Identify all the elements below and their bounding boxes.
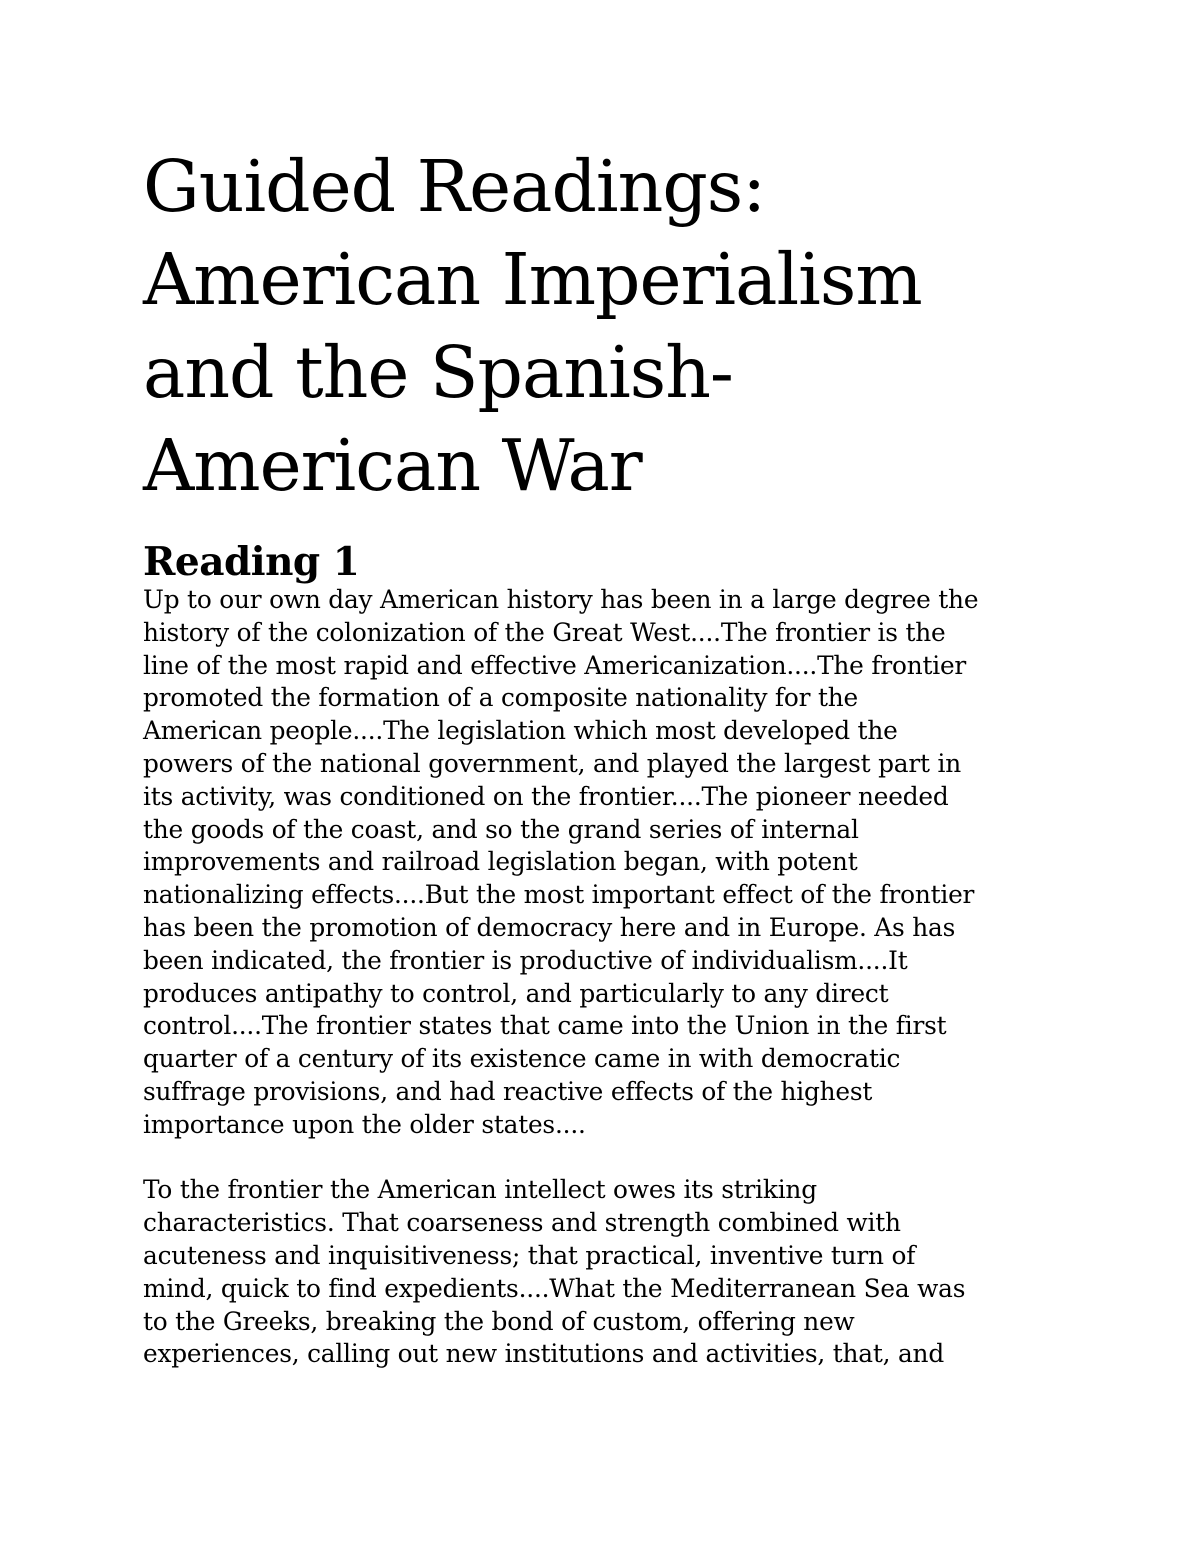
- reading-paragraph-2: To the frontier the American intellect owes its striking characteristics. That coarseness and strength combined with acuteness and inquisitiveness; that practical, inventive turn of mind, quick to find expedients....What the Mediterranean Sea was to the Greeks, breaking the bond of custom, offering new experiences, calling out new institutions and activities, that, and: [143, 1175, 966, 1369]
- document-title: Guided Readings: American Imperialism and the Spanish-American War: [143, 145, 922, 507]
- reading-paragraph-1: Up to our own day American history has been in a large degree the history of the colonization of the Great West....The frontier is the line of the most rapid and effective Americanization....The frontier promoted the formation of a composite nationality for the American people....The legislation which most developed the powers of the national government, and played the largest part in its activity, was conditioned on the frontier....The pioneer needed the goods of the coast, and so the grand series of internal improvements and railroad legislation began, with potent nationalizing effects....But the most important effect of the frontier has been the promotion of democracy here and in Europe. As has been indicated, the frontier is productive of individualism....It produces antipathy to control, and particularly to any direct control....The frontier states that came into the Union in the first quarter of a century of its existence came in with democratic suffrage provisions, and had reactive effects of the highest importance upon the older states....: [143, 585, 979, 1139]
- section-heading-reading-1: Reading 1: [143, 539, 360, 585]
- document-body: [143, 140, 1083, 1371]
